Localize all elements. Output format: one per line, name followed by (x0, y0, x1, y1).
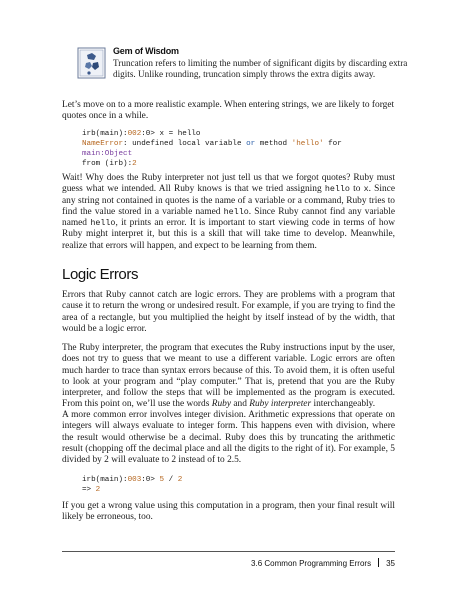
footer-separator (378, 558, 379, 567)
text-run: interchangeably. (311, 399, 376, 410)
code-line-number: 002 (127, 130, 142, 138)
paragraph-integer-division: A more common error involves integer division. Arithmetic expressions that operate on integers will always evaluate to integer form. This happens even with division, where the result would otherwise be a decimal. Ruby does this by truncating the arithmetic result (chopping off the decimal place and all the digits to the right of it). For example, 5 divided by 2 will evaluate to 2 instead of to 2.5. (62, 410, 395, 466)
code-prompt: irb(main): (82, 476, 128, 484)
error-text: : undefined local variable (123, 140, 247, 148)
gem-icon (77, 47, 106, 79)
paragraph-wait (62, 173, 395, 252)
error-for: for (323, 140, 342, 148)
error-line: 2 (132, 160, 137, 168)
text-run: and (231, 399, 250, 410)
error-method: method (255, 140, 292, 148)
code-operator: / (164, 476, 178, 484)
code-line-number: 003 (127, 476, 142, 484)
code-block-division (82, 475, 182, 495)
code-operand: 5 (159, 476, 165, 484)
code-block-name-error (82, 129, 342, 169)
inline-code: hello (223, 206, 249, 217)
code-prompt-end: :0> (141, 476, 160, 484)
paragraph-intro: Let’s move on to a more realistic example. When entering strings, we are likely to forget quotes once in a while. (62, 100, 395, 122)
text-run: , it prints an error. It is important to start viewing code in terms of how Ruby might interpret it, but this is a skill that will take time to develop. Meanwhile, realize that errors will happen, and expect to be learning from them. (62, 218, 395, 251)
error-name: NameError (82, 140, 124, 148)
error-string: 'hello' (291, 140, 324, 148)
emphasis: Ruby (211, 399, 231, 410)
paragraph-conclusion: If you get a wrong value using this computation in a program, then your final result will likely be erroneous, too. (62, 501, 395, 523)
emphasis: Ruby interpreter (249, 399, 312, 410)
text-run: The Ruby interpreter, the program that executes the Ruby instructions input by the user, does not try to guess that we meant to use a different variable. Logic errors are often much harder to trace than syntax errors because of this. To avoid them, it is often useful to look at your program and “play computer.” That is, pretend that you are the Ruby interpreter, and follow the steps that will be implemented as the program is executed. From this point on, we’ll use the words (62, 343, 395, 410)
error-from: from (irb): (82, 160, 133, 168)
gem-title: Gem of Wisdom (113, 46, 179, 56)
code-arrow: => (82, 486, 96, 494)
text-run: Wait! Why does the Ruby interpreter not just tell us that we forgot quotes? Ruby must guess what we intended. All Ruby knows is that we tried assigning (62, 173, 395, 195)
paragraph-interpreter (62, 343, 395, 411)
inline-code: x (363, 184, 369, 195)
section-heading: Logic Errors (62, 266, 139, 283)
code-prompt: irb(main): (82, 130, 128, 138)
page-footer (251, 558, 395, 568)
inline-code: hello (90, 218, 116, 229)
page-number: 35 (386, 559, 395, 568)
text-run: . Since Ruby cannot find any variable named (62, 206, 395, 229)
error-context: main:Object (82, 150, 133, 158)
code-result: 2 (95, 486, 101, 494)
footer-divider (62, 551, 395, 552)
code-operand: 2 (177, 476, 183, 484)
paragraph-logic-errors: Errors that Ruby cannot catch are logic errors. They are problems with a program that cause it to return the wrong or undesired result. For example, if you are trying to find the area of a rectangle, but you multiplied the height by itself instead of by the width, that would be a logic error. (62, 290, 395, 334)
code-statement: :0> x = hello (141, 130, 201, 138)
footer-section: 3.6 Common Programming Errors (251, 559, 372, 568)
gem-text: Truncation refers to limiting the number of significant digits by discarding extra digits. Unlike rounding, truncation simply throws the extra digits away. (113, 58, 408, 79)
error-keyword-or: or (246, 140, 256, 148)
text-run: to (349, 184, 364, 195)
text-run: . Since any string not contained in quotes is the name of a variable or a command, Ruby tries to find the value stored in a variable named (62, 184, 395, 217)
inline-code: hello (324, 184, 350, 195)
